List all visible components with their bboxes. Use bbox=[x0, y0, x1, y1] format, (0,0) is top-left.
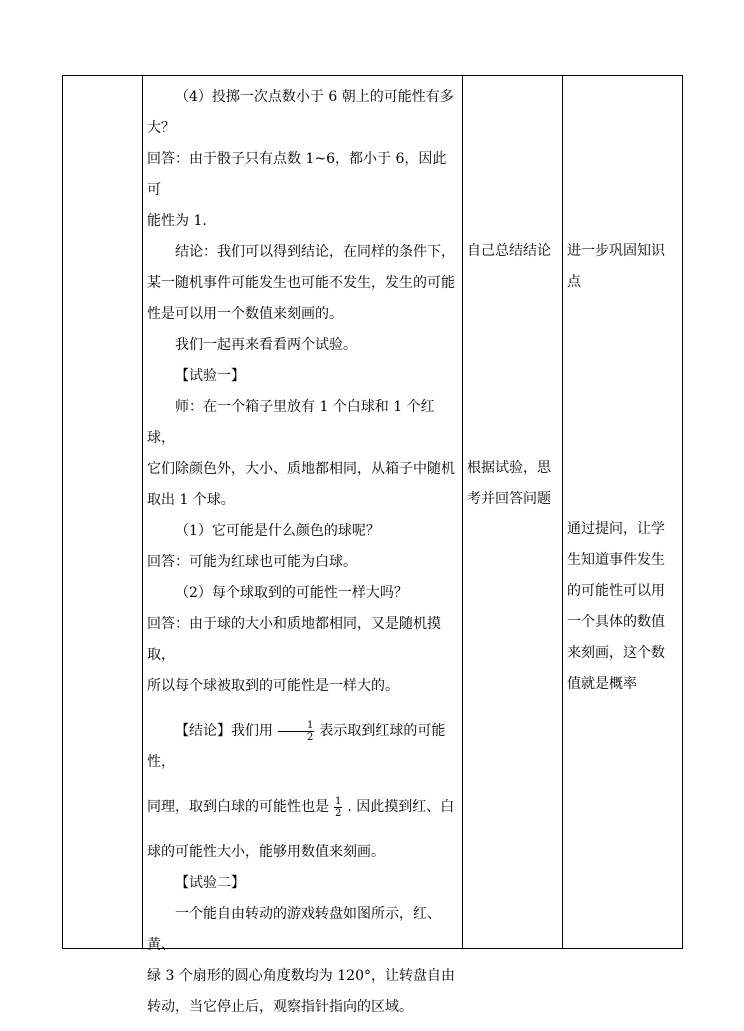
teacher-line3: 取出 1 个球。 bbox=[147, 492, 235, 508]
fraction-one-half bbox=[278, 720, 314, 743]
question-2: （2）每个球取到的可能性一样大吗？ bbox=[175, 585, 408, 601]
fraction-one-half bbox=[334, 796, 342, 819]
experiment-2-line2: 绿 3 个扇形的圆心角度数均为 120°，让转盘自由 bbox=[147, 968, 455, 984]
answer-2-line2: 所以每个球被取到的可能性是一样大的。 bbox=[147, 678, 399, 694]
same-reason-text-a: 同理，取到白球的可能性也是 bbox=[147, 799, 329, 815]
design-intent-2-line2: 生知道事件发生 bbox=[567, 552, 665, 568]
same-reason-line1 bbox=[147, 792, 459, 823]
design-intent-2-line5: 来刻画，这个数 bbox=[567, 645, 665, 661]
question-1: （1）它可能是什么颜色的球呢？ bbox=[175, 523, 380, 539]
answer-1: 回答：可能为红球也可能为白球。 bbox=[147, 554, 357, 570]
column-divider bbox=[562, 76, 563, 948]
design-intent-1 bbox=[567, 236, 679, 298]
column-divider bbox=[142, 76, 143, 948]
question-4-line1: （4）投掷一次点数小于 6 朝上的可能性有多 bbox=[175, 89, 454, 105]
student-activity-2 bbox=[467, 453, 561, 515]
fraction-denominator: 2 bbox=[307, 731, 314, 743]
experiment-2-title: 【试验二】 bbox=[175, 875, 245, 891]
teacher-line2: 它们除颜色外，大小、质地都相同，从箱子中随机 bbox=[147, 461, 455, 477]
transition-text: 我们一起再来看看两个试验。 bbox=[175, 337, 357, 353]
design-intent-1-line1: 进一步巩固知识 bbox=[567, 243, 665, 259]
conclusion-text-b: 表示取到红球的可能性， bbox=[147, 723, 446, 770]
teaching-content-cell bbox=[147, 82, 459, 1023]
lesson-table bbox=[62, 75, 683, 1015]
fraction-denominator: 2 bbox=[335, 807, 342, 819]
answer-2-line1: 回答：由于球的大小和质地都相同，又是随机摸取， bbox=[147, 616, 441, 663]
design-intent-2-line1: 通过提问，让学 bbox=[567, 521, 665, 537]
design-intent-2-line3: 的可能性可以用 bbox=[567, 583, 665, 599]
same-reason-line2: 球的可能性大小，能够用数值来刻画。 bbox=[147, 844, 385, 860]
column-divider bbox=[462, 76, 463, 948]
answer-4-line2: 能性为 1. bbox=[147, 213, 207, 229]
design-intent-2-line6: 值就是概率 bbox=[567, 676, 637, 692]
student-activity-2-line2: 考并回答问题 bbox=[467, 491, 551, 507]
same-reason-text-b: . 因此摸到红、白 bbox=[347, 799, 455, 815]
student-activity-2-line1: 根据试验，思 bbox=[467, 460, 551, 476]
conclusion-sentence bbox=[147, 716, 459, 778]
fraction-numerator: 1 bbox=[335, 795, 342, 807]
experiment-2-line3: 转动，当它停止后，观察指针指向的区域。 bbox=[147, 999, 413, 1015]
student-activity-1-text: 自己总结结论 bbox=[467, 243, 551, 259]
teacher-line1: 师：在一个箱子里放有 1 个白球和 1 个红球， bbox=[147, 399, 435, 446]
experiment-2-line1: 一个能自由转动的游戏转盘如图所示，红、黄、 bbox=[147, 906, 441, 953]
answer-4-line1: 回答：由于骰子只有点数 1~6，都小于 6，因此可 bbox=[147, 151, 447, 198]
conclusion-line2: 某一随机事件可能发生也可能不发生，发生的可能 bbox=[147, 275, 455, 291]
design-intent-2 bbox=[567, 514, 679, 700]
design-intent-2-line4: 一个具体的数值 bbox=[567, 614, 665, 630]
design-intent-1-line2: 点 bbox=[567, 274, 581, 290]
student-activity-1 bbox=[467, 236, 561, 267]
fraction-numerator: 1 bbox=[278, 720, 314, 732]
conclusion-text-a: 我们用 bbox=[231, 723, 273, 739]
conclusion-line1: 结论：我们可以得到结论，在同样的条件下， bbox=[175, 244, 455, 260]
question-4-line2: 大？ bbox=[147, 120, 175, 136]
conclusion-label: 【结论】 bbox=[175, 723, 231, 739]
conclusion-line3: 性是可以用一个数值来刻画的。 bbox=[147, 306, 343, 322]
experiment-1-title: 【试验一】 bbox=[175, 368, 245, 384]
